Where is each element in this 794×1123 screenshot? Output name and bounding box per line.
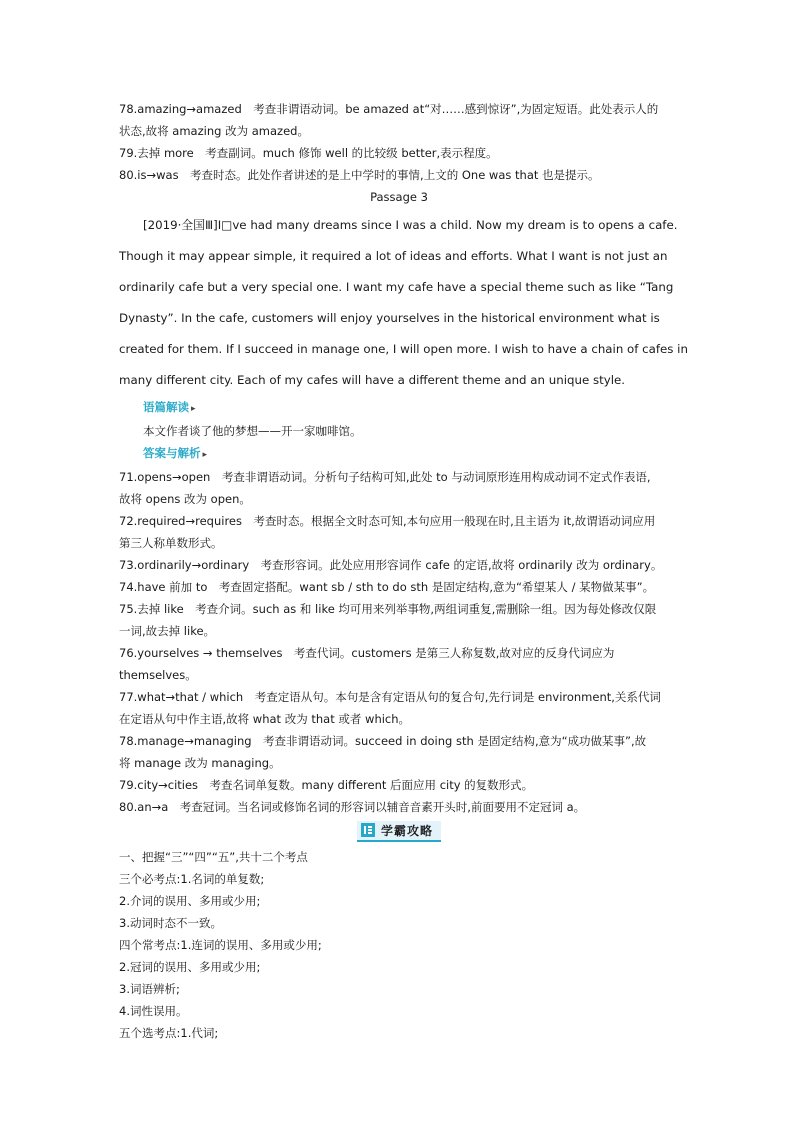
- reading-label: [119, 396, 679, 420]
- answers-list: [119, 466, 679, 818]
- reading-text: 本文作者谈了他的梦想——开一家咖啡馆。: [143, 424, 362, 438]
- answer-line: 72.required→requires 考查时态。根据全文时态可知,本句应用一般现在时,且主语为 it,故谓语动词应用: [119, 514, 656, 528]
- answer-line: 77.what→that / which 考查定语从句。本句是含有定语从句的复合句,先行词是 environment,关系代词: [119, 690, 661, 704]
- answer-line: 一词,故去掉 like。: [119, 624, 216, 638]
- answer-line: 71.opens→open 考查非谓语动词。分析句子结构可知,此处 to 与动词原形连用构成动词不定式作表语,: [119, 470, 651, 484]
- answer-line: 故将 opens 改为 open。: [119, 492, 251, 506]
- answer-line: 80.is→was 考查时态。此处作者讲述的是上中学时的事情,上文的 One was that 也是提示。: [119, 168, 600, 182]
- answer-line: 将 manage 改为 managing。: [119, 756, 281, 770]
- triangle-right-icon: ▸: [191, 404, 196, 414]
- tip-line: 一、把握“三”“四”“五”,共十二个考点: [119, 850, 308, 864]
- tip-line: 4.词性误用。: [119, 1004, 188, 1018]
- answer-line: 在定语从句中作主语,故将 what 改为 that 或者 which。: [119, 712, 411, 726]
- passage-title: Passage 3: [370, 190, 428, 204]
- tip-line: 2.介词的误用、多用或少用;: [119, 894, 261, 908]
- answer-label: [119, 442, 679, 466]
- answer-line: 75.去掉 like 考查介词。such as 和 like 均可用来列举事物,两组词重复,需删除一组。因为每处修改仅限: [119, 602, 657, 616]
- passage-line: Though it may appear simple, it required a lot of ideas and efforts. What I want is not just an: [119, 249, 668, 263]
- answer-line: 状态,故将 amazing 改为 amazed。: [119, 124, 309, 138]
- section-heading-box: [357, 821, 441, 842]
- section-heading: [119, 820, 679, 842]
- reading-label-text: 语篇解读: [143, 400, 189, 414]
- passage-line: [2019·全国Ⅲ]I□ve had many dreams since I was a child. Now my dream is to opens a cafe.: [143, 218, 678, 232]
- answer-label-text: 答案与解析: [143, 446, 201, 460]
- passage-line: Dynasty”. In the cafe, customers will enjoy yourselves in the historical environment what is: [119, 311, 660, 325]
- answer-line: 74.have 前加 to 考查固定搭配。want sb / sth to do sth 是固定结构,意为“希望某人 / 某物做某事”。: [119, 580, 655, 594]
- answer-line: 80.an→a 考查冠词。当名词或修饰名词的形容词以辅音音素开头时,前面要用不定冠词 a。: [119, 800, 586, 814]
- passage-line: ordinarily cafe but a very special one. I want my cafe have a special theme such as like “Tang: [119, 280, 674, 294]
- answer-line: 76.yourselves → themselves 考查代词。customers 是第三人称复数,故对应的反身代词应为: [119, 646, 615, 660]
- tip-line: 四个常考点:1.连词的误用、多用或少用;: [119, 938, 322, 952]
- bookmark-icon: [361, 823, 375, 837]
- answer-line: themselves。: [119, 668, 197, 682]
- tip-line: 2.冠词的误用、多用或少用;: [119, 960, 261, 974]
- answer-line: 第三人称单数形式。: [119, 536, 223, 550]
- tip-line: 3.动词时态不一致。: [119, 916, 222, 930]
- tips-list: [119, 846, 679, 1044]
- section-heading-text: 学霸攻略: [380, 823, 433, 838]
- answer-line: 73.ordinarily→ordinary 考查形容词。此处应用形容词作 cafe 的定语,故将 ordinarily 改为 ordinary。: [119, 558, 663, 572]
- previous-answers: [119, 98, 679, 186]
- answer-line: 78.manage→managing 考查非谓语动词。succeed in doing sth 是固定结构,意为“成功做某事”,故: [119, 734, 647, 748]
- passage-line: created for them. If I succeed in manage one, I will open more. I wish to have a chain of cafes in: [119, 342, 688, 356]
- answer-line: 78.amazing→amazed 考查非谓语动词。be amazed at“对……感到惊讶”,为固定短语。此处表示人的: [119, 102, 659, 116]
- passage-text: [119, 210, 688, 396]
- tip-line: 五个选考点:1.代词;: [119, 1026, 219, 1040]
- answer-line: 79.去掉 more 考查副词。much 修饰 well 的比较级 better,表示程度。: [119, 146, 498, 160]
- tip-line: 3.词语辨析;: [119, 982, 180, 996]
- tip-line: 三个必考点:1.名词的单复数;: [119, 872, 265, 886]
- passage-line: many different city. Each of my cafes will have a different theme and an unique style.: [119, 373, 625, 387]
- document-page: [119, 98, 688, 1044]
- triangle-right-icon: ▸: [202, 450, 208, 460]
- answer-line: 79.city→cities 考查名词单复数。many different 后面应用 city 的复数形式。: [119, 778, 534, 792]
